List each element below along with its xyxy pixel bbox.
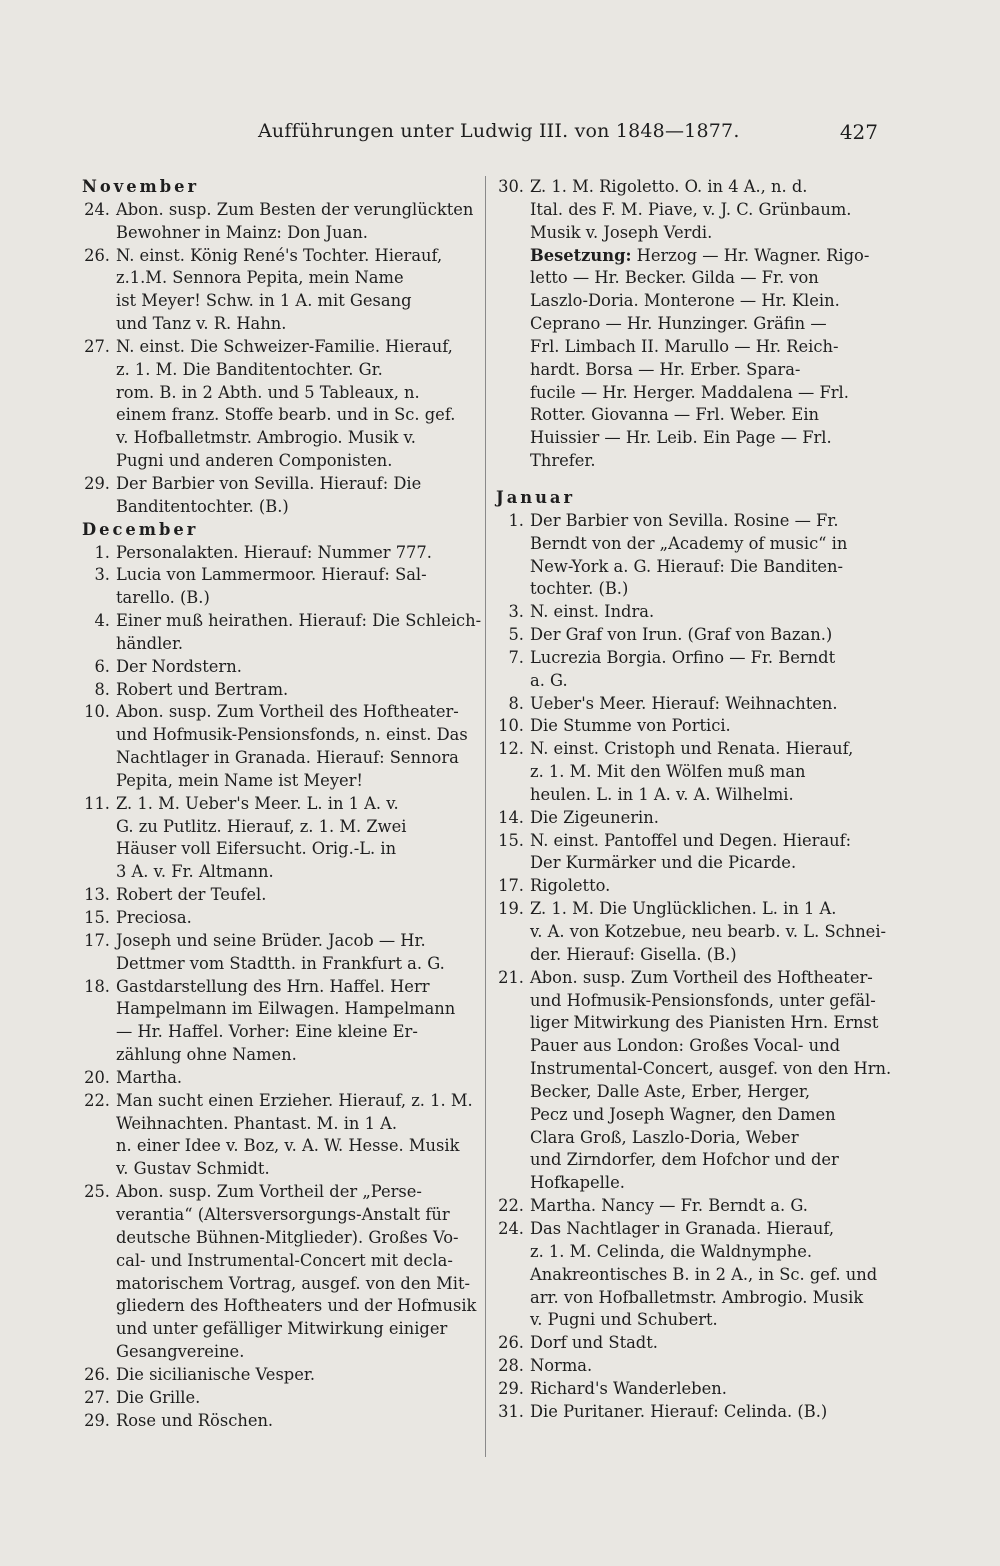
entry-line: tochter. (B.) <box>530 579 629 599</box>
entry-line: Abon. susp. Zum Vortheil des Hoftheater- <box>530 967 873 987</box>
entry <box>496 1355 888 1378</box>
entry <box>82 930 475 976</box>
entry-line: N. einst. Indra. <box>530 602 655 622</box>
entry-line: Abon. susp. Zum Besten der verunglückten <box>116 199 474 219</box>
entry-day: 26. <box>84 1364 110 1384</box>
entry-line: Der Graf von Irun. (Graf von Bazan.) <box>530 625 833 645</box>
entry <box>496 967 892 1195</box>
entry-line: ist Meyer! Schw. in 1 A. mit Gesang <box>116 291 412 311</box>
entry-day: 12. <box>498 739 524 759</box>
entry-day: 31. <box>498 1401 524 1421</box>
entry-line: Z. 1. M. Rigoletto. O. in 4 A., n. d. <box>530 177 808 196</box>
entry-line: zählung ohne Namen. <box>116 1045 297 1065</box>
entry-line: Einer muß heirathen. Hierauf: Die Schleich- <box>116 611 482 631</box>
entry <box>82 1090 475 1181</box>
left-column <box>82 176 482 1432</box>
entry-line: Clara Groß, Laszlo-Doria, Weber <box>530 1127 799 1147</box>
entry <box>82 1387 475 1410</box>
entry-line: Der Kurmärker und die Picarde. <box>530 853 797 873</box>
entry-line: z. 1. M. Mit den Wölfen muß man <box>530 762 806 782</box>
entry-day: 8. <box>508 693 524 713</box>
entry-day: 25. <box>84 1182 110 1202</box>
entry-line: Lucrezia Borgia. Orfino — Fr. Berndt <box>530 647 836 667</box>
entry-line: Die sicilianische Vesper. <box>116 1364 316 1384</box>
entry-day: 28. <box>498 1356 524 1376</box>
entry-line: Pugni und anderen Componisten. <box>116 451 393 471</box>
entry-line: Dettmer vom Stadtth. in Frankfurt a. G. <box>116 953 445 973</box>
right-column <box>496 176 892 1424</box>
entry-line: Ueber's Meer. Hierauf: Weihnachten. <box>530 693 838 713</box>
entry-line: Rose und Röschen. <box>116 1410 274 1430</box>
entry-day: 6. <box>94 656 110 676</box>
entry <box>496 1195 888 1218</box>
entry-line: z.1.M. Sennora Pepita, mein Name <box>116 268 404 288</box>
entry-day: 7. <box>508 647 524 667</box>
entry-day: 14. <box>498 807 524 827</box>
entry <box>82 793 475 884</box>
entry <box>82 907 475 930</box>
entry-line: matorischem Vortrag, ausgef. von den Mit- <box>116 1273 471 1293</box>
cast-line: Threfer. <box>530 451 596 471</box>
entry-line: Abon. susp. Zum Vortheil des Hoftheater- <box>116 702 459 722</box>
entry-line: G. zu Putlitz. Hierauf, z. 1. M. Zwei <box>116 816 407 836</box>
entry-line: Der Barbier von Sevilla. Hierauf: Die <box>116 473 422 493</box>
entry-line: und unter gefälliger Mitwirkung einiger <box>116 1319 448 1339</box>
entry-line: Man sucht einen Erzieher. Hierauf, z. 1. M. <box>116 1090 473 1110</box>
entry-day: 17. <box>498 876 524 896</box>
entry-line: gliedern des Hoftheaters und der Hofmusik <box>116 1296 477 1316</box>
entry-line: Personalakten. Hierauf: Nummer 777. <box>116 542 432 562</box>
entry-day: 22. <box>84 1090 110 1110</box>
entry <box>82 199 475 245</box>
cast-line <box>530 245 888 268</box>
entry-day: 30. <box>498 177 524 196</box>
entry <box>82 1067 475 1090</box>
entry-line: Weihnachten. Phantast. M. in 1 A. <box>116 1113 398 1133</box>
entry-line: Robert und Bertram. <box>116 679 289 699</box>
entry-line: Banditentochter. (B.) <box>116 496 289 516</box>
entry <box>82 1364 475 1387</box>
entry-line: a. G. <box>530 670 568 690</box>
entry-line: Robert der Teufel. <box>116 885 267 905</box>
entry-day: 26. <box>498 1333 524 1353</box>
entry-line: tarello. (B.) <box>116 588 210 608</box>
cast-line: Laszlo-Doria. Monterone — Hr. Klein. <box>530 291 840 311</box>
entry-line: Hampelmann im Eilwagen. Hampelmann <box>116 999 456 1019</box>
entry-line: Gesangvereine. <box>116 1342 245 1362</box>
cast-line: hardt. Borsa — Hr. Erber. Spara- <box>530 359 801 379</box>
entry <box>496 1218 888 1332</box>
entry-line: und Tanz v. R. Hahn. <box>116 314 287 334</box>
entry-line: heulen. L. in 1 A. v. A. Wilhelmi. <box>530 784 794 804</box>
entry-line: liger Mitwirkung des Pianisten Hrn. Ernst <box>530 1013 879 1033</box>
entry-line: der. Hierauf: Gisella. (B.) <box>530 944 737 964</box>
entry-line: Bewohner in Mainz: Don Juan. <box>116 222 368 242</box>
entry-day: 3. <box>94 565 110 585</box>
entry-line: N. einst. Die Schweizer-Familie. Hierauf, <box>116 336 453 356</box>
entry <box>496 898 888 967</box>
entry-line: Ital. des F. M. Piave, v. J. C. Grünbaum. <box>530 199 852 219</box>
entry-day: 15. <box>498 830 524 850</box>
entry-line: Der Barbier von Sevilla. Rosine — Fr. <box>530 510 839 530</box>
entry-line: rom. B. in 2 Abth. und 5 Tableaux, n. <box>116 382 420 402</box>
entry-line: Berndt von der „Academy of music“ in <box>530 533 848 553</box>
entry <box>496 176 888 245</box>
cast-line: fucile — Hr. Herger. Maddalena — Frl. <box>530 382 849 402</box>
entry-line: Instrumental-Concert, ausgef. von den Hrn. <box>530 1059 892 1079</box>
entry-line: und Hofmusik-Pensionsfonds, n. einst. Das <box>116 725 468 745</box>
entry-day: 29. <box>84 1410 110 1430</box>
entry-line: Abon. susp. Zum Vortheil der „Perse- <box>116 1182 422 1202</box>
entry-line: N. einst. Cristoph und Renata. Hierauf, <box>530 739 854 759</box>
entry <box>82 564 475 610</box>
entry-line: z. 1. M. Die Banditentochter. Gr. <box>116 359 383 379</box>
entry-day: 27. <box>84 336 110 356</box>
entry-day: 4. <box>94 611 110 631</box>
entry-line: v. A. von Kotzebue, neu bearb. v. L. Schnei- <box>530 922 887 941</box>
entry-day: 5. <box>508 625 524 645</box>
entry <box>496 807 888 830</box>
entry-line: Richard's Wanderleben. <box>530 1378 727 1398</box>
entry-line: v. Pugni und Schubert. <box>530 1310 718 1330</box>
entry-day: 17. <box>84 930 110 950</box>
entry-line: Gastdarstellung des Hrn. Haffel. Herr <box>116 976 430 996</box>
cast-line: Huissier — Hr. Leib. Ein Page — Frl. <box>530 428 832 448</box>
entry <box>496 715 888 738</box>
entry-day: 10. <box>84 702 110 722</box>
cast-label: Besetzung: <box>530 245 632 265</box>
entry-line: und Hofmusik-Pensionsfonds, unter gefäl- <box>530 990 876 1010</box>
entry-day: 8. <box>94 679 110 699</box>
entry-line: — Hr. Haffel. Vorher: Eine kleine Er- <box>116 1022 418 1042</box>
entry-day: 20. <box>84 1067 110 1087</box>
entry-line: Martha. Nancy — Fr. Berndt a. G. <box>530 1196 808 1216</box>
entry-line: Pauer aus London: Großes Vocal- und <box>530 1036 841 1056</box>
entry-day: 1. <box>94 542 110 562</box>
entry-line: Becker, Dalle Aste, Erber, Herger, <box>530 1081 811 1101</box>
entry <box>496 647 888 693</box>
entry-day: 1. <box>508 510 524 530</box>
entry-line: z. 1. M. Celinda, die Waldnymphe. <box>530 1241 813 1261</box>
entry <box>82 610 482 656</box>
entry <box>496 875 888 898</box>
entry-line: deutsche Bühnen-Mitglieder). Großes Vo- <box>116 1227 459 1247</box>
entry-line: Anakreontisches B. in 2 A., in Sc. gef. und <box>530 1264 878 1284</box>
entry-line: cal- und Instrumental-Concert mit decla- <box>116 1250 453 1270</box>
entry <box>82 656 475 679</box>
cast-line: letto — Hr. Becker. Gilda — Fr. von <box>530 268 819 288</box>
entry <box>496 1401 888 1424</box>
entry-day: 22. <box>498 1196 524 1216</box>
entry <box>496 601 888 624</box>
entry-line: Lucia von Lammermoor. Hierauf: Sal- <box>116 565 427 585</box>
cast-line: Ceprano — Hr. Hunzinger. Gräfin — <box>530 314 827 334</box>
month-heading-november: November <box>82 177 200 196</box>
entry <box>82 245 475 336</box>
entry-line: n. einer Idee v. Boz, v. A. W. Hesse. Musik <box>116 1136 460 1156</box>
spacer <box>496 473 888 487</box>
cast-line: Frl. Limbach II. Marullo — Hr. Reich- <box>530 336 839 356</box>
running-head <box>0 120 1000 148</box>
entry-day: 15. <box>84 908 110 927</box>
entry <box>82 336 475 473</box>
entry-line: New-York a. G. Hierauf: Die Banditen- <box>530 556 844 576</box>
entry-line: Nachtlager in Granada. Hierauf: Sennora <box>116 748 459 768</box>
entry <box>496 693 888 716</box>
entry-line: einem franz. Stoffe bearb. und in Sc. gef. <box>116 405 456 425</box>
entry-day: 3. <box>508 602 524 622</box>
entry-line: händler. <box>116 633 184 653</box>
entry-line: verantia“ (Altersversorgungs-Anstalt für <box>116 1204 450 1224</box>
entry-day: 13. <box>84 885 110 905</box>
entry-day: 21. <box>498 967 524 987</box>
entry <box>496 1332 888 1355</box>
entry <box>82 1410 475 1433</box>
month-heading-december: December <box>82 519 199 539</box>
entry-line: v. Gustav Schmidt. <box>116 1159 270 1179</box>
entry-line: und Zirndorfer, dem Hofchor und der <box>530 1150 839 1170</box>
entry-line: Die Zigeunerin. <box>530 807 659 827</box>
entry-line: Dorf und Stadt. <box>530 1333 658 1353</box>
entry-day: 27. <box>84 1387 110 1407</box>
column-divider <box>485 176 486 1457</box>
entry <box>496 624 888 647</box>
entry-line: N. einst. Pantoffel und Degen. Hierauf: <box>530 830 852 850</box>
entry-line: Die Stumme von Portici. <box>530 716 731 736</box>
cast-text: Herzog — Hr. Wagner. Rigo- <box>631 245 870 265</box>
entry <box>496 1378 888 1401</box>
entry <box>82 679 475 702</box>
cast-line: Rotter. Giovanna — Frl. Weber. Ein <box>530 405 820 425</box>
month-heading-january: Januar <box>496 487 576 507</box>
entry <box>496 738 888 807</box>
entry-line: Preciosa. <box>116 908 192 927</box>
entry-day: 11. <box>84 793 110 813</box>
entry-line: Der Nordstern. <box>116 656 242 676</box>
entry-line: Joseph und seine Brüder. Jacob — Hr. <box>116 930 426 950</box>
page-number: 427 <box>839 120 878 144</box>
entry-line: Häuser voll Eifersucht. Orig.-L. in <box>116 839 397 859</box>
entry-day: 24. <box>498 1218 524 1238</box>
entry <box>82 473 475 519</box>
entry-line: Norma. <box>530 1356 593 1376</box>
entry-day: 18. <box>84 976 110 996</box>
entry-line: Z. 1. M. Ueber's Meer. L. in 1 A. v. <box>116 793 399 813</box>
entry-line: Pepita, mein Name ist Meyer! <box>116 770 363 790</box>
entry-line: Rigoletto. <box>530 876 611 896</box>
entry-line: Die Grille. <box>116 1387 201 1407</box>
entry <box>496 510 888 601</box>
entry-line: 3 A. v. Fr. Altmann. <box>116 862 274 882</box>
cast-list <box>496 245 888 473</box>
entry-day: 29. <box>84 473 110 493</box>
entry <box>82 1181 475 1364</box>
entry <box>82 542 475 565</box>
entry <box>82 976 475 1067</box>
entry-day: 29. <box>498 1378 524 1398</box>
entry-line: Die Puritaner. Hierauf: Celinda. (B.) <box>530 1401 828 1421</box>
entry-line: Musik v. Joseph Verdi. <box>530 222 713 242</box>
entry-line: arr. von Hofballetmstr. Ambrogio. Musik <box>530 1287 864 1307</box>
entry-line: Z. 1. M. Die Unglücklichen. L. in 1 A. <box>530 899 837 919</box>
entry-day: 26. <box>84 245 110 265</box>
entry-line: Martha. <box>116 1067 183 1087</box>
entry-line: N. einst. König René's Tochter. Hierauf, <box>116 245 443 265</box>
entry <box>496 830 888 876</box>
entry-line: Pecz und Joseph Wagner, den Damen <box>530 1104 836 1124</box>
entry-line: Das Nachtlager in Granada. Hierauf, <box>530 1218 834 1238</box>
entry-day: 10. <box>498 716 524 736</box>
entry-day: 24. <box>84 199 110 219</box>
entry-line: v. Hofballetmstr. Ambrogio. Musik v. <box>116 428 416 448</box>
entry-day: 19. <box>498 899 524 919</box>
entry-line: Hofkapelle. <box>530 1173 625 1193</box>
entry <box>82 884 475 907</box>
running-title: Aufführungen unter Ludwig III. von 1848—1877. <box>258 120 740 142</box>
entry <box>82 701 475 792</box>
